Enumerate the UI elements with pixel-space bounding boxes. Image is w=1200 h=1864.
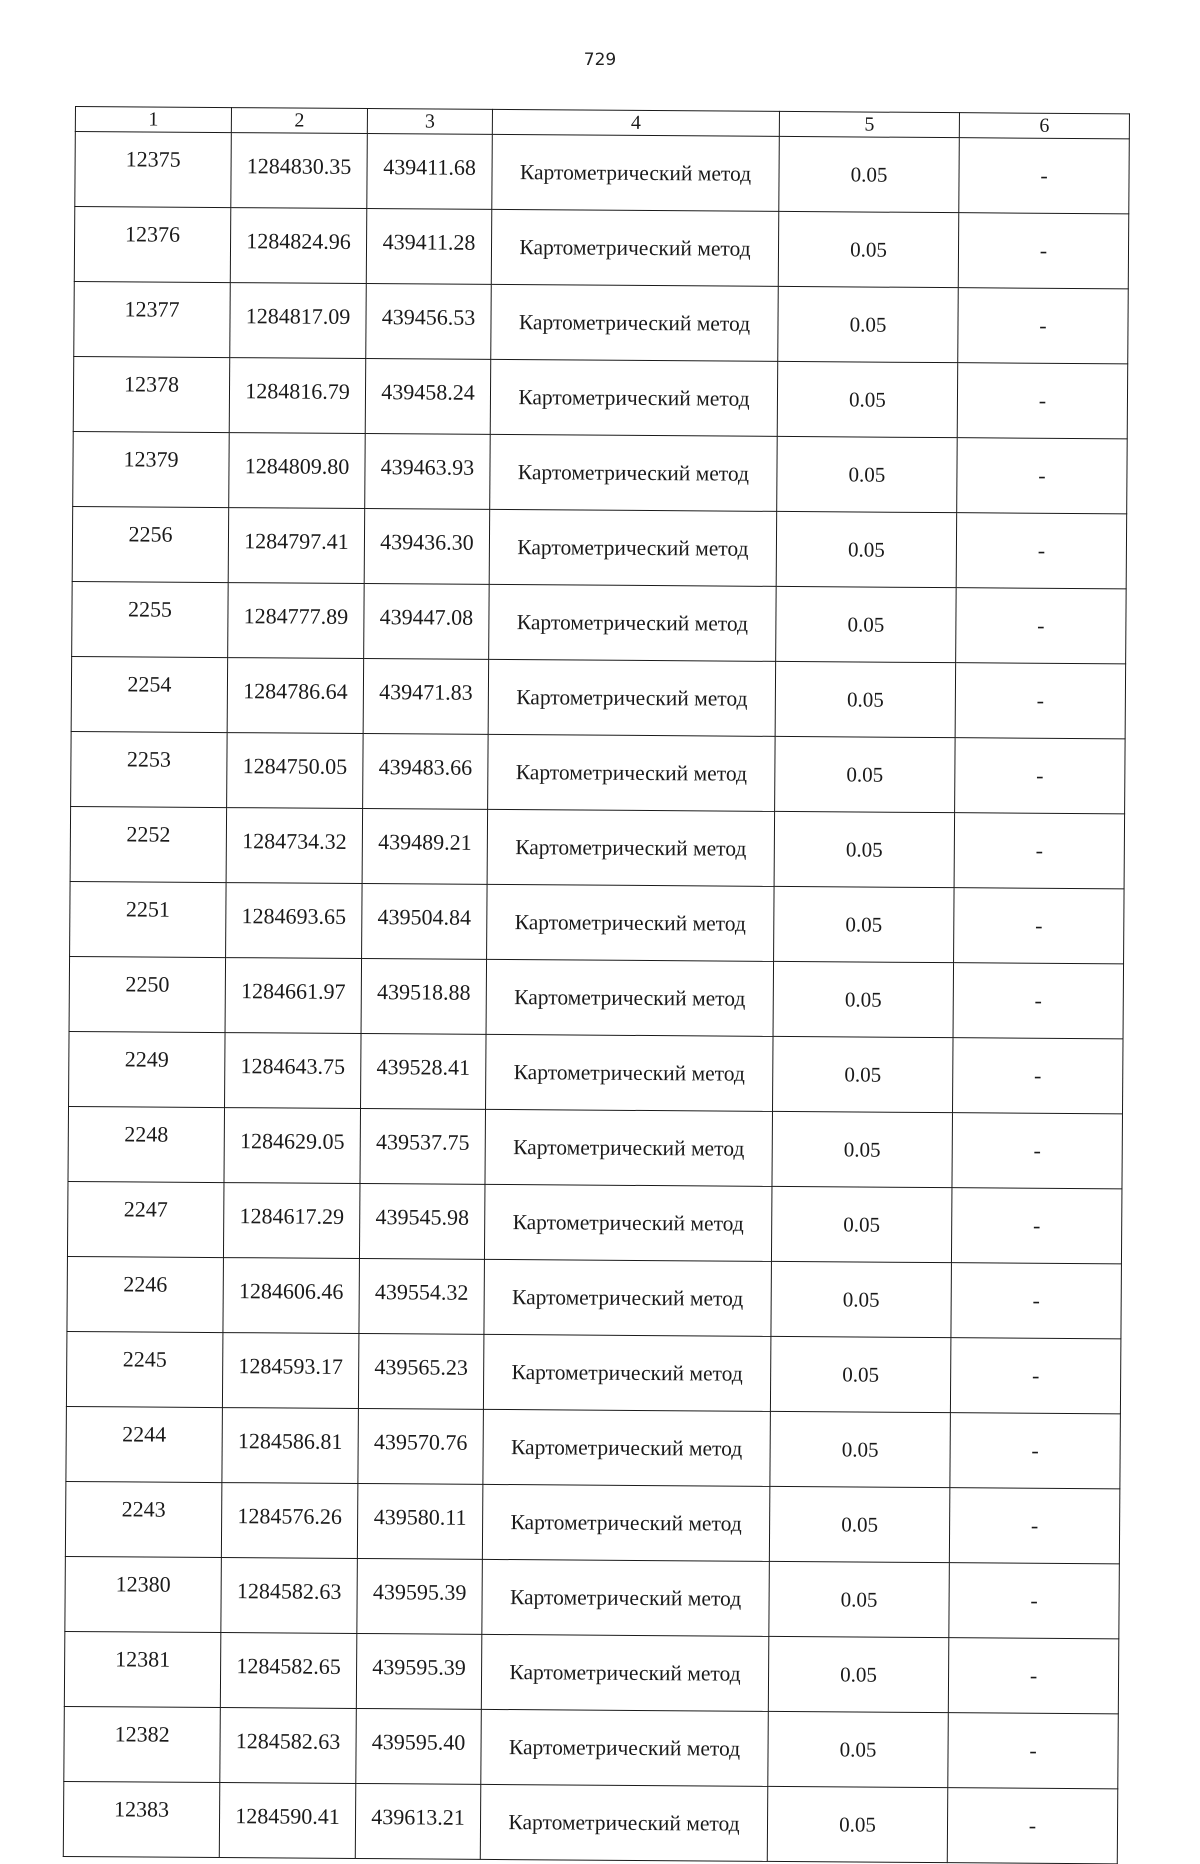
point-id-cell: 2246 [67, 1256, 224, 1332]
note-cell: - [947, 1788, 1118, 1864]
accuracy-cell: 0.05 [770, 1336, 951, 1412]
note-cell: - [956, 513, 1127, 589]
method-cell: Картометрический метод [484, 1184, 772, 1261]
point-id-cell: 12379 [73, 431, 230, 507]
y-coordinate-cell: 439595.39 [357, 1559, 483, 1635]
y-coordinate-cell: 439518.88 [361, 959, 487, 1035]
accuracy-cell: 0.05 [778, 211, 959, 287]
coordinates-table-container [63, 106, 1129, 1864]
table-body [63, 132, 1129, 1864]
table-row [67, 1181, 1121, 1263]
y-coordinate-cell: 439483.66 [363, 734, 489, 810]
accuracy-cell: 0.05 [775, 661, 956, 737]
method-cell: Картометрический метод [489, 584, 777, 661]
column-header-2: 2 [231, 108, 367, 134]
point-id-cell: 12382 [64, 1706, 221, 1782]
method-cell: Картометрический метод [485, 1109, 773, 1186]
point-id-cell: 2251 [70, 881, 227, 957]
point-id-cell: 12383 [63, 1781, 220, 1857]
point-id-cell: 2250 [69, 956, 226, 1032]
x-coordinate-cell: 1284750.05 [227, 733, 364, 809]
table-row [74, 281, 1128, 363]
method-cell: Картометрический метод [484, 1259, 772, 1336]
x-coordinate-cell: 1284777.89 [228, 583, 365, 659]
x-coordinate-cell: 1284661.97 [225, 958, 362, 1034]
column-header-3: 3 [367, 109, 492, 135]
y-coordinate-cell: 439456.53 [366, 284, 492, 360]
point-id-cell: 2245 [66, 1331, 223, 1407]
note-cell: - [951, 1188, 1122, 1264]
method-cell: Картометрический метод [488, 734, 776, 811]
method-cell: Картометрический метод [486, 1034, 774, 1111]
x-coordinate-cell: 1284816.79 [229, 358, 366, 434]
x-coordinate-cell: 1284817.09 [230, 283, 367, 359]
table-row [66, 1406, 1120, 1488]
y-coordinate-cell: 439580.11 [357, 1484, 483, 1560]
point-id-cell: 2243 [65, 1481, 222, 1557]
point-id-cell: 12377 [74, 281, 231, 357]
table-row [73, 431, 1127, 513]
point-id-cell: 2252 [70, 806, 227, 882]
accuracy-cell: 0.05 [779, 136, 960, 212]
y-coordinate-cell: 439471.83 [363, 659, 489, 735]
table-row [69, 1031, 1123, 1113]
accuracy-cell: 0.05 [775, 736, 956, 812]
table-row [70, 881, 1124, 963]
point-id-cell: 2248 [68, 1106, 225, 1182]
y-coordinate-cell: 439595.40 [356, 1709, 482, 1785]
method-cell: Картометрический метод [490, 359, 778, 436]
method-cell: Картометрический метод [488, 659, 776, 736]
method-cell: Картометрический метод [483, 1334, 771, 1411]
table-row [73, 356, 1127, 438]
method-cell: Картометрический метод [487, 809, 775, 886]
y-coordinate-cell: 439537.75 [360, 1109, 486, 1185]
note-cell: - [954, 813, 1125, 889]
x-coordinate-cell: 1284693.65 [226, 883, 363, 959]
table-row [70, 806, 1124, 888]
x-coordinate-cell: 1284797.41 [228, 508, 365, 584]
accuracy-cell: 0.05 [769, 1486, 950, 1562]
method-cell: Картометрический метод [491, 284, 779, 361]
note-cell: - [950, 1338, 1121, 1414]
y-coordinate-cell: 439613.21 [355, 1784, 481, 1860]
point-id-cell: 2244 [66, 1406, 223, 1482]
note-cell: - [952, 1113, 1123, 1189]
note-cell: - [949, 1488, 1120, 1564]
x-coordinate-cell: 1284582.63 [220, 1708, 357, 1784]
note-cell: - [954, 888, 1125, 964]
accuracy-cell: 0.05 [776, 511, 957, 587]
x-coordinate-cell: 1284590.41 [219, 1783, 356, 1859]
x-coordinate-cell: 1284830.35 [231, 133, 368, 209]
y-coordinate-cell: 439447.08 [364, 584, 490, 660]
note-cell: - [955, 663, 1126, 739]
y-coordinate-cell: 439528.41 [361, 1034, 487, 1110]
accuracy-cell: 0.05 [777, 436, 958, 512]
x-coordinate-cell: 1284582.65 [220, 1633, 357, 1709]
table-row [74, 207, 1128, 289]
accuracy-cell: 0.05 [772, 1111, 953, 1187]
note-cell: - [948, 1713, 1119, 1789]
table-row [65, 1481, 1119, 1563]
column-header-5: 5 [779, 111, 959, 137]
accuracy-cell: 0.05 [771, 1261, 952, 1337]
table-row [66, 1331, 1120, 1413]
point-id-cell: 2249 [69, 1031, 226, 1107]
column-header-6: 6 [959, 113, 1129, 139]
note-cell: - [957, 438, 1128, 514]
method-cell: Картометрический метод [486, 959, 774, 1036]
note-cell: - [953, 963, 1124, 1039]
table-row [63, 1781, 1117, 1863]
method-cell: Картометрический метод [492, 134, 780, 211]
note-cell: - [958, 288, 1129, 364]
y-coordinate-cell: 439565.23 [358, 1334, 484, 1410]
table-row [75, 132, 1129, 214]
accuracy-cell: 0.05 [767, 1786, 948, 1862]
x-coordinate-cell: 1284809.80 [229, 433, 366, 509]
method-cell: Картометрический метод [482, 1484, 770, 1561]
table-row [71, 731, 1125, 813]
method-cell: Картометрический метод [487, 884, 775, 961]
x-coordinate-cell: 1284643.75 [225, 1033, 362, 1109]
note-cell: - [948, 1638, 1119, 1714]
note-cell: - [957, 363, 1128, 439]
table-row [69, 956, 1123, 1038]
method-cell: Картометрический метод [491, 209, 779, 286]
accuracy-cell: 0.05 [773, 961, 954, 1037]
accuracy-cell: 0.05 [776, 586, 957, 662]
table-row [67, 1256, 1121, 1338]
method-cell: Картометрический метод [483, 1409, 771, 1486]
accuracy-cell: 0.05 [774, 811, 955, 887]
accuracy-cell: 0.05 [777, 361, 958, 437]
column-header-4: 4 [492, 109, 779, 136]
table-row [72, 581, 1126, 663]
y-coordinate-cell: 439411.28 [366, 209, 492, 285]
x-coordinate-cell: 1284629.05 [224, 1108, 361, 1184]
y-coordinate-cell: 439554.32 [359, 1259, 485, 1335]
method-cell: Картометрический метод [481, 1709, 769, 1786]
accuracy-cell: 0.05 [770, 1411, 951, 1487]
note-cell: - [958, 213, 1129, 289]
note-cell: - [952, 1038, 1123, 1114]
column-header-1: 1 [75, 107, 231, 133]
y-coordinate-cell: 439411.68 [367, 134, 493, 210]
accuracy-cell: 0.05 [778, 286, 959, 362]
accuracy-cell: 0.05 [768, 1711, 949, 1787]
y-coordinate-cell: 439504.84 [362, 884, 488, 960]
point-id-cell: 2247 [67, 1181, 224, 1257]
y-coordinate-cell: 439545.98 [359, 1184, 485, 1260]
point-id-cell: 2256 [72, 506, 229, 582]
x-coordinate-cell: 1284576.26 [221, 1483, 358, 1559]
note-cell: - [949, 1563, 1120, 1639]
method-cell: Картометрический метод [480, 1784, 768, 1861]
x-coordinate-cell: 1284617.29 [223, 1183, 360, 1259]
note-cell: - [959, 138, 1130, 214]
page-number: 729 [583, 50, 617, 70]
point-id-cell: 12375 [75, 132, 232, 208]
point-id-cell: 12380 [65, 1556, 222, 1632]
method-cell: Картометрический метод [490, 434, 778, 511]
table-row [64, 1631, 1118, 1713]
point-id-cell: 12378 [73, 356, 230, 432]
y-coordinate-cell: 439570.76 [358, 1409, 484, 1485]
point-id-cell: 2254 [71, 656, 228, 732]
accuracy-cell: 0.05 [769, 1561, 950, 1637]
note-cell: - [951, 1263, 1122, 1339]
point-id-cell: 12381 [64, 1631, 221, 1707]
x-coordinate-cell: 1284824.96 [230, 208, 367, 284]
x-coordinate-cell: 1284582.63 [221, 1558, 358, 1634]
point-id-cell: 2253 [71, 731, 228, 807]
x-coordinate-cell: 1284586.81 [222, 1408, 359, 1484]
x-coordinate-cell: 1284606.46 [223, 1258, 360, 1334]
method-cell: Картометрический метод [481, 1634, 769, 1711]
y-coordinate-cell: 439595.39 [356, 1634, 482, 1710]
accuracy-cell: 0.05 [771, 1186, 952, 1262]
method-cell: Картометрический метод [489, 509, 777, 586]
x-coordinate-cell: 1284593.17 [222, 1333, 359, 1409]
table-row [65, 1556, 1119, 1638]
coordinates-table [63, 106, 1130, 1864]
y-coordinate-cell: 439463.93 [365, 434, 491, 510]
table-row [64, 1706, 1118, 1788]
point-id-cell: 2255 [72, 581, 229, 657]
x-coordinate-cell: 1284734.32 [226, 808, 363, 884]
method-cell: Картометрический метод [482, 1559, 770, 1636]
note-cell: - [955, 738, 1126, 814]
table-row [72, 506, 1126, 588]
y-coordinate-cell: 439458.24 [365, 359, 491, 435]
y-coordinate-cell: 439489.21 [362, 809, 488, 885]
accuracy-cell: 0.05 [774, 886, 955, 962]
table-row [71, 656, 1125, 738]
y-coordinate-cell: 439436.30 [364, 509, 490, 585]
point-id-cell: 12376 [74, 207, 231, 283]
x-coordinate-cell: 1284786.64 [227, 658, 364, 734]
note-cell: - [956, 588, 1127, 664]
note-cell: - [950, 1413, 1121, 1489]
accuracy-cell: 0.05 [768, 1636, 949, 1712]
accuracy-cell: 0.05 [772, 1036, 953, 1112]
table-row [68, 1106, 1122, 1188]
